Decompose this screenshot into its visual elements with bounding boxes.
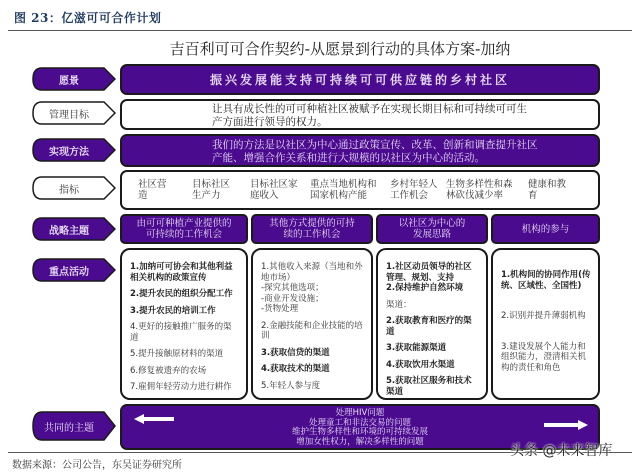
activity-item: 4.获取技术的渠道 bbox=[261, 364, 330, 374]
label-key-activities: 重点活动 bbox=[32, 258, 116, 282]
common-theme-line: 维护生物多样性和环境的可持续发展 bbox=[291, 427, 428, 437]
indicator-item: 生物多样性和森 林砍伐减少率 bbox=[446, 179, 513, 201]
common-theme-line: 处理HIV问题 bbox=[335, 408, 385, 418]
theme-institutional-participation: 机构的参与 bbox=[491, 214, 600, 244]
label-management-goal: 管理目标 bbox=[32, 101, 116, 125]
activity-item: 2.金融技能和企业技能的培训 bbox=[261, 320, 363, 341]
label-vision: 愿景 bbox=[32, 67, 116, 91]
activity-item: 5.获取社区服务和技术渠道 bbox=[386, 376, 472, 397]
activity-item: 5.提升接触原材料的渠道 bbox=[130, 349, 224, 359]
management-goal-line-1: 让具有成长性的可可种植社区被赋予在实现长期目标和可持续可可生 bbox=[212, 103, 527, 115]
label-indicators: 指标 bbox=[32, 176, 116, 200]
activities-col-community bbox=[376, 248, 488, 400]
activity-item: 2.提升农民的组织分配工作 bbox=[130, 289, 233, 299]
approach-line-2: 产能、增强合作关系和进行大规模的以社区为中心的活动。 bbox=[212, 152, 485, 164]
indicator-item: 健康和教 育 bbox=[528, 179, 567, 201]
watermark: 头条 @未来智库 bbox=[510, 443, 613, 459]
indicator-item: 社区营 造 bbox=[138, 179, 167, 201]
indicator-item: 重点当地机构和 国家机构产能 bbox=[310, 179, 377, 201]
diagram-title: 吉百利可可合作契约-从愿景到行动的具体方案-加纳 bbox=[169, 40, 511, 58]
activity-item: 3.建设发展个人能力和组织能力，澄清相关机构的责任和角色 bbox=[501, 341, 587, 373]
activity-item: 1.其他收入来源（当地和外地市场） bbox=[261, 262, 363, 283]
activity-item: 4.更好的接触推广服务的渠道 bbox=[130, 322, 232, 343]
theme-other-jobs: 其他方式提供的可持 续的工作机会 bbox=[251, 214, 373, 244]
activity-item: -探究其他选项； bbox=[261, 283, 324, 293]
theme-cocoa-jobs: 由可可种植产业提供的 可持续的工作机会 bbox=[120, 214, 248, 244]
vision-text: 振兴发展能支持可持续可可供应链的乡村社区 bbox=[209, 73, 510, 87]
activity-item: 1.加纳可可协会和其他利益相关机构的政策宣传 bbox=[130, 262, 233, 283]
label-common-themes: 共同的主题 bbox=[32, 411, 116, 441]
indicator-item: 乡村年轻人 工作机会 bbox=[390, 179, 438, 201]
arrow-right-icon bbox=[544, 420, 588, 430]
label-approach: 实现方法 bbox=[32, 138, 116, 162]
activity-item: 2.获取教育和医疗的渠道 bbox=[386, 316, 472, 337]
activities-col-other bbox=[251, 248, 373, 400]
activity-item: 2.保持维护自然环境 bbox=[386, 283, 464, 293]
activity-item: 3.获取能源渠道 bbox=[386, 343, 447, 353]
activity-item: 4.获取饮用水渠道 bbox=[386, 359, 455, 370]
activity-item: -商业开发设施； bbox=[261, 293, 324, 304]
approach-line-1: 我们的方法是以社区为中心通过政策宣传、改革、创新和调查提升社区 bbox=[212, 139, 538, 151]
management-goal-line-2: 产方面进行领导的权力。 bbox=[212, 116, 328, 128]
activity-item: 7.雇佣年轻劳动力进行耕作 bbox=[130, 382, 232, 392]
activity-item: 1.社区动员领导的社区管理、规划、支持 bbox=[386, 262, 472, 283]
activity-item: 2.识别并提升薄弱机构 bbox=[501, 311, 586, 321]
management-goal-box bbox=[120, 99, 600, 130]
vision-box bbox=[120, 64, 600, 95]
activity-item: 1.机构间的协同作用(传统、区域性、全国性) bbox=[501, 270, 591, 291]
theme-community-development: 以社区为中心的 发展思路 bbox=[376, 214, 488, 244]
top-divider bbox=[8, 30, 632, 31]
activity-item: 渠道： bbox=[386, 299, 412, 310]
common-theme-line: 增加女性权力，解决多样性的问题 bbox=[296, 436, 424, 447]
activity-item: 3.获取信贷的渠道 bbox=[261, 347, 330, 358]
label-strategic-themes: 战略主题 bbox=[32, 217, 116, 241]
common-theme-line: 处理童工和非法交易的问题 bbox=[308, 417, 411, 428]
activity-item: 3.提升农民的培训工作 bbox=[130, 305, 216, 316]
activities-col-institutions bbox=[491, 248, 600, 400]
figure-title: 图 23：亿滋可可合作计划 bbox=[14, 11, 162, 25]
indicator-item: 目标社区 生产力 bbox=[192, 179, 231, 201]
activity-item: 5.年轻人参与度 bbox=[261, 380, 321, 391]
activity-item: 6.修复被遗弃的农场 bbox=[130, 365, 207, 376]
data-source: 数据来源：公司公告，东吴证券研究所 bbox=[12, 460, 182, 471]
activities-col-cocoa bbox=[120, 248, 248, 400]
approach-box bbox=[120, 134, 600, 167]
indicators-box bbox=[120, 170, 600, 210]
activity-item: -货物处理 bbox=[261, 304, 299, 314]
indicator-item: 目标社区家 庭收入 bbox=[250, 179, 298, 201]
